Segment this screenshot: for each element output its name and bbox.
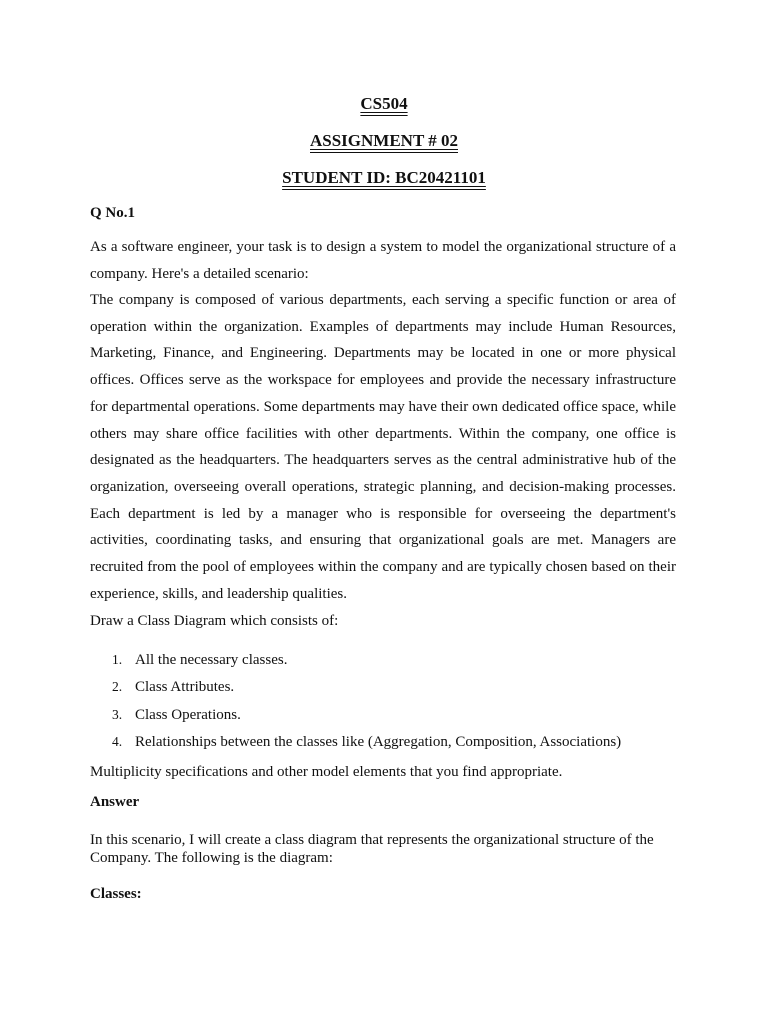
task-intro-paragraph: Draw a Class Diagram which consists of: <box>90 613 339 629</box>
course-code: CS504 <box>360 94 408 113</box>
list-item <box>90 732 690 759</box>
list-item-text: Class Attributes. <box>135 679 235 696</box>
list-item-number: 2. <box>112 679 123 695</box>
list-item <box>90 705 690 732</box>
answer-label: Answer <box>90 794 140 810</box>
assignment-heading <box>0 131 768 151</box>
requirements-list <box>90 650 690 759</box>
student-id-heading <box>0 168 768 188</box>
assignment-title: ASSIGNMENT # 02 <box>310 131 458 150</box>
list-item <box>90 677 690 704</box>
list-item-number: 4. <box>112 733 123 749</box>
classes-label: Classes: <box>90 886 142 902</box>
scenario-paragraph: The company is composed of various departments, each serving a specific function or area of operation within the organization. Examples of departments may include Human Resources, Marketing, Finance, and Engineering. Departments may be located in one or more physical offices. Offices serve as the workspace for employees and provide the necessary infrastructure for departmental operations. Some departments may have their own dedicated office space, while others may share office facilities with other departments. Within the company, one office is designated as the headquarters. The headquarters serves as the central administrative hub of the organization, overseeing overall operations, strategic planning, and decision-making processes. Each department is led by a manager who is responsible for overseeing the department's activities, coordinating tasks, and ensuring that organizational goals are met. Managers are recruited from the pool of employees within the company and are typically chosen based on their experience, skills, and leadership qualities. <box>90 292 676 602</box>
list-item <box>90 650 690 677</box>
student-id: STUDENT ID: BC20421101 <box>282 168 486 187</box>
question-label: Q No.1 <box>90 205 135 221</box>
multiplicity-note: Multiplicity specifications and other model elements that you find appropriate. <box>90 764 563 780</box>
list-item-text: Class Operations. <box>135 706 241 723</box>
list-item-number: 1. <box>112 652 123 667</box>
course-code-heading <box>0 94 768 114</box>
list-item-number: 3. <box>112 706 123 722</box>
answer-intro-paragraph: In this scenario, I will create a class diagram that represents the organizational structure of the Company. The following is the diagram: <box>90 832 654 866</box>
list-item-text: All the necessary classes. <box>135 652 288 668</box>
question-intro-paragraph: As a software engineer, your task is to design a system to model the organizational structure of a company. Here's a detailed scenario: <box>90 239 676 282</box>
list-item-text: Relationships between the classes like (Aggregation, Composition, Associations) <box>135 733 622 750</box>
